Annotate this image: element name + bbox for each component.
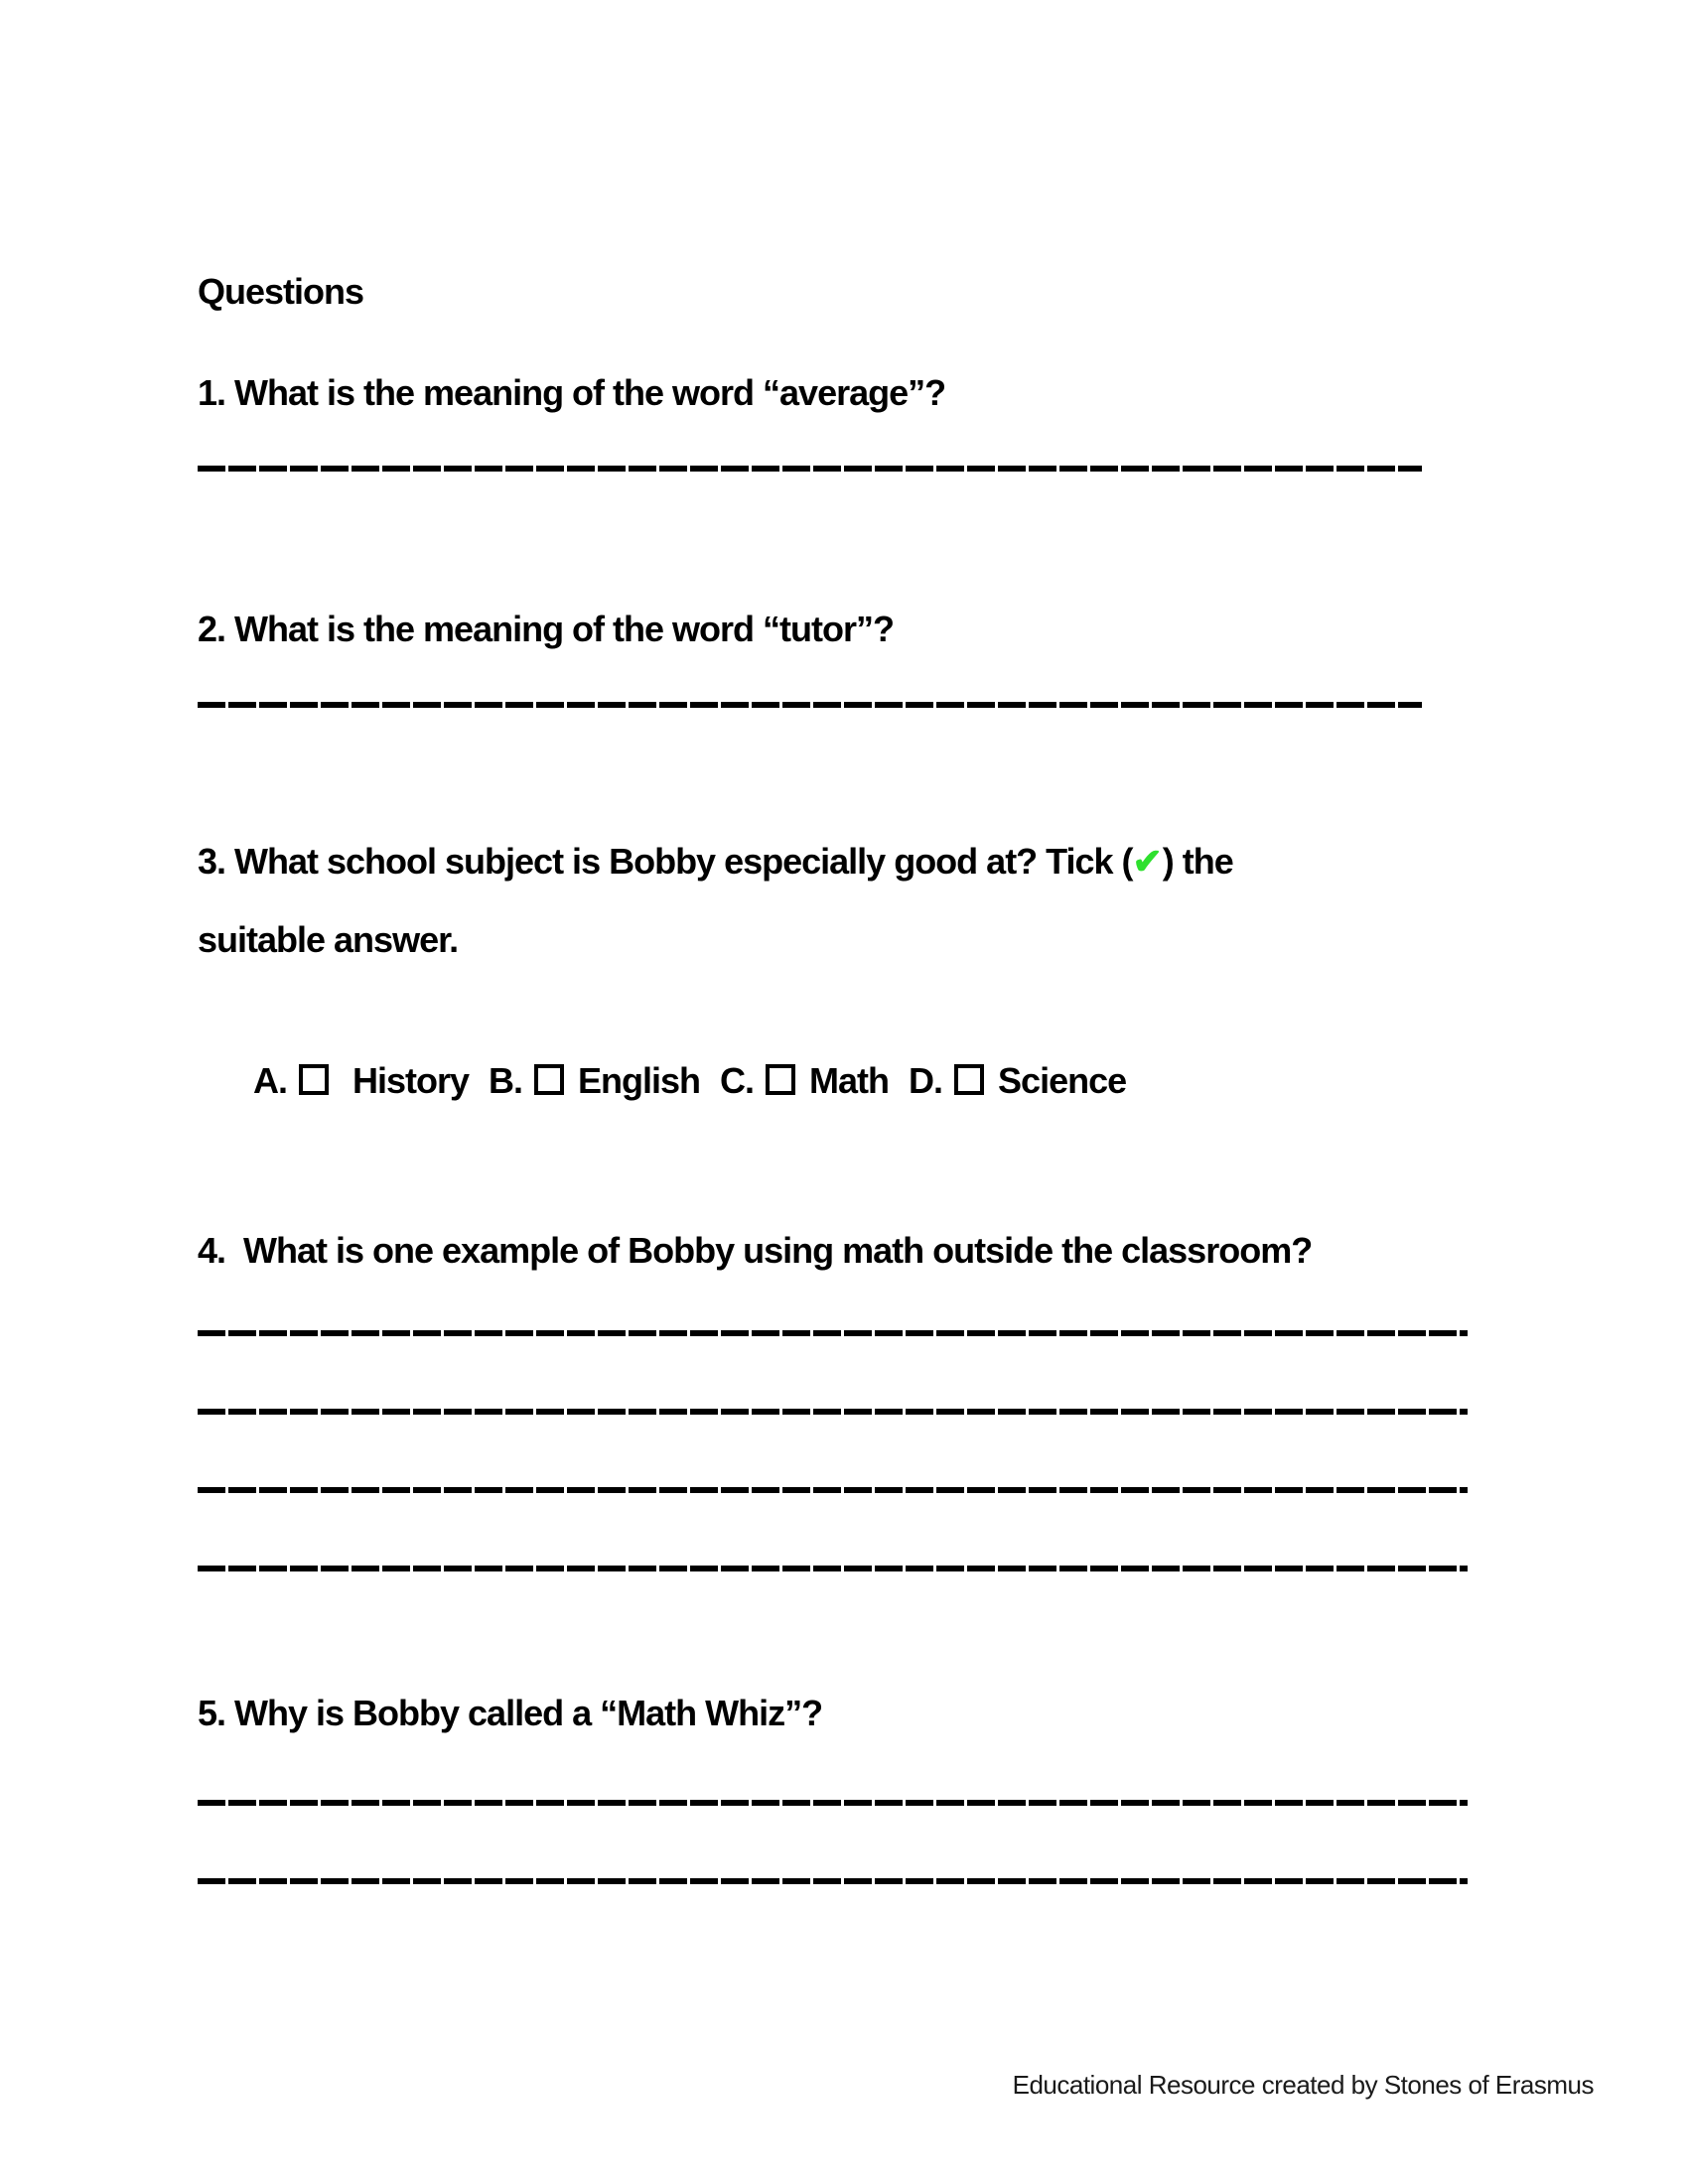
option-d-name: Science bbox=[998, 1060, 1127, 1101]
answer-blank-line bbox=[198, 702, 1422, 708]
option-d bbox=[909, 1060, 1146, 1102]
answer-blank-line bbox=[198, 1566, 1468, 1571]
option-b-label: B. bbox=[489, 1060, 523, 1101]
question-3-text-line1 bbox=[198, 840, 1233, 883]
question-2-text: 2. What is the meaning of the word “tutor”? bbox=[198, 609, 894, 649]
question-1-text: 1. What is the meaning of the word “average”? bbox=[198, 372, 946, 413]
option-c bbox=[720, 1060, 909, 1102]
answer-blank-line bbox=[198, 1487, 1468, 1493]
question-3-after-tick: ) the bbox=[1162, 841, 1233, 882]
footer-attribution: Educational Resource created by Stones of Erasmus bbox=[1012, 2070, 1594, 2100]
checkbox-option-a[interactable] bbox=[299, 1064, 329, 1095]
option-d-label: D. bbox=[909, 1060, 943, 1101]
option-b-name: English bbox=[578, 1060, 701, 1101]
page-title: Questions bbox=[198, 271, 364, 312]
question-4-text: 4. What is one example of Bobby using math outside the classroom? bbox=[198, 1230, 1313, 1271]
checkbox-option-b[interactable] bbox=[534, 1064, 564, 1095]
question-3-before-tick: 3. What school subject is Bobby especially good at? Tick ( bbox=[198, 841, 1133, 882]
question-5-text: 5. Why is Bobby called a “Math Whiz”? bbox=[198, 1693, 823, 1733]
option-c-label: C. bbox=[720, 1060, 755, 1101]
question-3-options-row bbox=[253, 1060, 1146, 1102]
answer-blank-line bbox=[198, 1800, 1468, 1806]
answer-blank-line bbox=[198, 466, 1422, 472]
green-tick-icon: ✔ bbox=[1132, 841, 1163, 882]
checkbox-option-d[interactable] bbox=[954, 1064, 984, 1095]
option-a bbox=[253, 1060, 489, 1102]
answer-blank-line bbox=[198, 1409, 1468, 1415]
option-a-name: History bbox=[352, 1060, 470, 1101]
option-b bbox=[489, 1060, 720, 1102]
question-3-text-line2: suitable answer. bbox=[198, 919, 459, 960]
checkbox-option-c[interactable] bbox=[766, 1064, 795, 1095]
answer-blank-line bbox=[198, 1878, 1468, 1884]
option-a-label: A. bbox=[253, 1060, 287, 1101]
option-c-name: Math bbox=[809, 1060, 890, 1101]
answer-blank-line bbox=[198, 1330, 1468, 1336]
